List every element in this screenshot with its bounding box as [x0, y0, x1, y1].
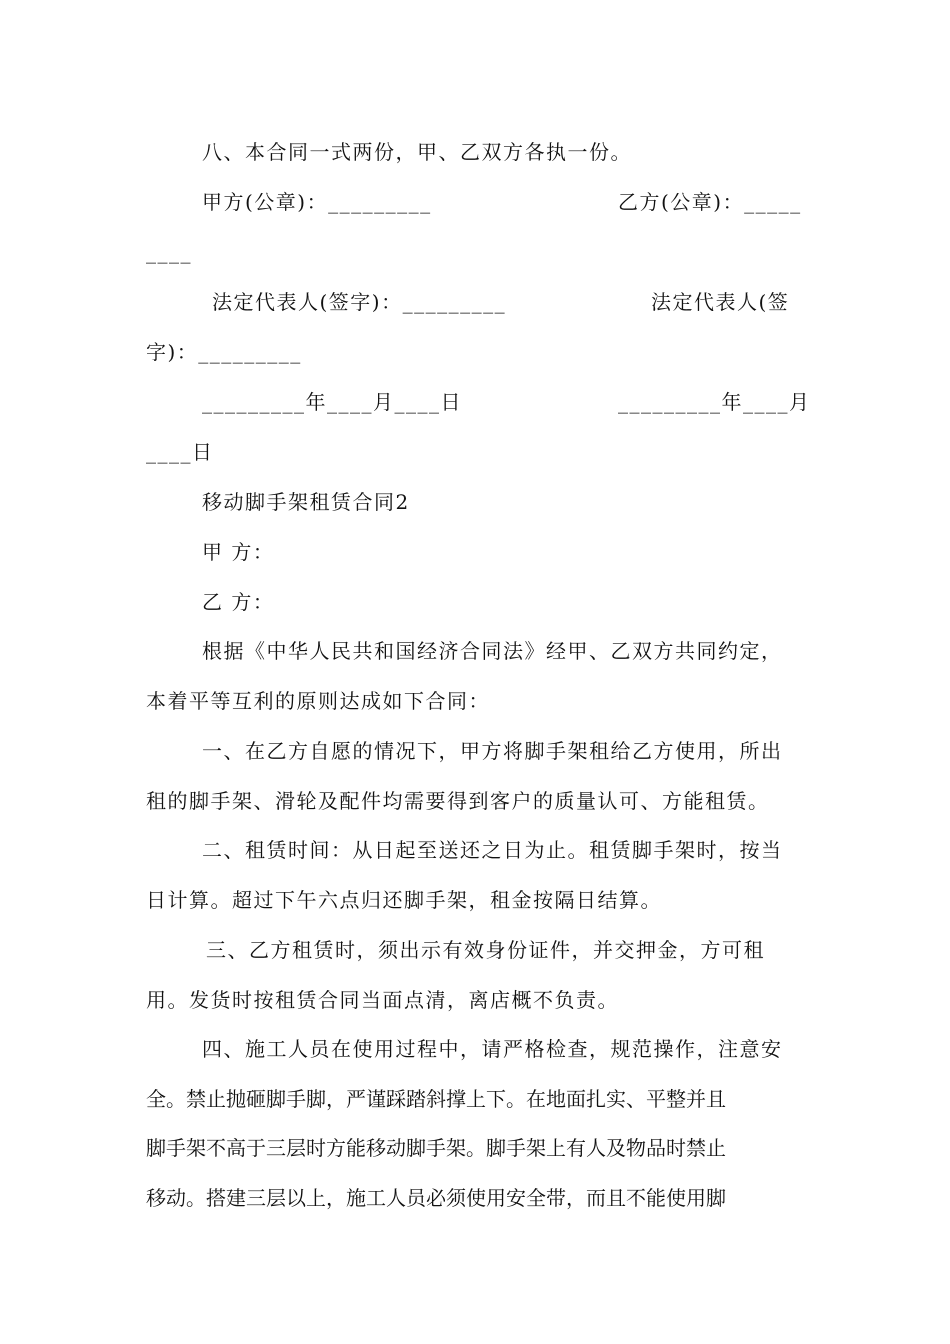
party-a-label: 甲 方： [202, 540, 275, 564]
contract-title: 移动脚手架租赁合同2 [202, 490, 410, 514]
clause-4-line-2: 全。禁止抛砸脚手脚，严谨踩踏斜撑上下。在地面扎实、平整并且 [146, 1087, 726, 1111]
party-b-rep-signature-line: 法定代表人(签 [651, 290, 790, 314]
clause-2-line-1: 二、租赁时间：从日起至送还之日为止。租赁脚手架时，按当 [202, 838, 783, 862]
clause-1-line-2: 租的脚手架、滑轮及配件均需要得到客户的质量认可、方能租赁。 [146, 789, 770, 813]
party-b-rep-signature-line-cont: 字)：_________ [146, 340, 302, 364]
party-a-rep-signature-line: 法定代表人(签字)：_________ [212, 290, 507, 314]
party-b-date-line-cont: ____日 [146, 440, 214, 464]
party-a-seal-line: 甲方(公章)：_________ [202, 190, 432, 214]
preamble-line-1: 根据《中华人民共和国经济合同法》经甲、乙双方共同约定， [202, 639, 783, 663]
clause-4-line-1: 四、施工人员在使用过程中，请严格检查，规范操作，注意安 [202, 1037, 783, 1061]
party-b-seal-line-cont: ____ [146, 240, 192, 264]
party-b-date-line: _________年____月 [618, 390, 811, 414]
clause-4-line-4: 移动。搭建三层以上，施工人员必须使用安全带，而且不能使用脚 [146, 1186, 726, 1210]
party-b-seal-line: 乙方(公章)：_____ [618, 190, 802, 214]
clause-2-line-2: 日计算。超过下午六点归还脚手架，租金按隔日结算。 [146, 888, 662, 912]
clause-3-line-1: 三、乙方租赁时，须出示有效身份证件，并交押金，方可租 [206, 938, 765, 962]
preamble-line-2: 本着平等互利的原则达成如下合同： [146, 689, 490, 713]
clause-8: 八、本合同一式两份，甲、乙双方各执一份。 [202, 140, 632, 164]
party-b-label: 乙 方： [202, 590, 275, 614]
clause-4-line-3: 脚手架不高于三层时方能移动脚手架。脚手架上有人及物品时禁止 [146, 1136, 726, 1160]
clause-3-line-2: 用。发货时按租赁合同当面点清，离店概不负责。 [146, 988, 619, 1012]
clause-1-line-1: 一、在乙方自愿的情况下，甲方将脚手架租给乙方使用，所出 [202, 739, 783, 763]
party-a-date-line: _________年____月____日 [202, 390, 462, 414]
